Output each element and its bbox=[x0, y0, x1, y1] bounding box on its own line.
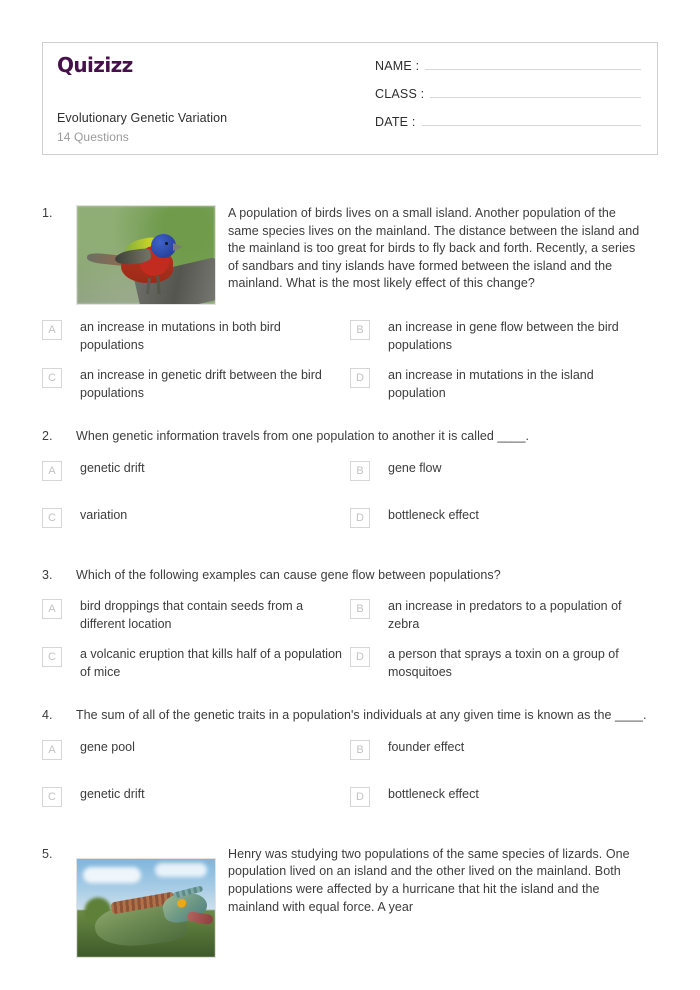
option-letter-a: A bbox=[42, 461, 62, 481]
option-4-d[interactable] bbox=[350, 786, 658, 820]
option-letter-d: D bbox=[350, 647, 370, 667]
name-field-row bbox=[375, 56, 641, 73]
question-item-5 bbox=[0, 846, 700, 958]
student-info-fields bbox=[355, 43, 657, 154]
question-3-text: Which of the following examples can cause gene flow between populations? bbox=[76, 567, 501, 582]
bird-beak bbox=[173, 243, 183, 251]
question-3-number: 3. bbox=[42, 567, 53, 582]
question-1-media bbox=[76, 205, 228, 305]
question-4-header bbox=[42, 707, 658, 725]
option-4-a[interactable] bbox=[42, 739, 350, 773]
option-2-d[interactable] bbox=[350, 507, 658, 541]
question-item-2 bbox=[0, 428, 700, 541]
question-4-number: 4. bbox=[42, 708, 53, 723]
bird-illustration bbox=[77, 206, 215, 304]
option-text-d: a person that sprays a toxin on a group of mosquitoes bbox=[388, 647, 619, 679]
question-4-text: The sum of all of the genetic traits in a population's individuals at any given time is known as the ____. bbox=[76, 708, 647, 723]
option-text-d: bottleneck effect bbox=[388, 786, 479, 801]
lizard-illustration bbox=[77, 859, 215, 957]
option-1-a[interactable] bbox=[42, 319, 350, 354]
option-text-a: an increase in mutations in both bird populations bbox=[80, 320, 281, 352]
question-1-options bbox=[42, 319, 658, 402]
option-letter-c: C bbox=[42, 508, 62, 528]
date-field-row bbox=[375, 112, 641, 129]
question-2-text: When genetic information travels from one population to another it is called ____. bbox=[76, 429, 529, 443]
question-count-label: 14 Questions bbox=[57, 130, 129, 144]
question-1-number: 1. bbox=[42, 206, 53, 220]
quizizz-logo: Quizizz bbox=[57, 53, 133, 77]
question-spacer bbox=[0, 402, 700, 428]
option-letter-a: A bbox=[42, 599, 62, 619]
option-letter-c: C bbox=[42, 368, 62, 388]
question-2-options bbox=[42, 460, 658, 541]
option-text-a: genetic drift bbox=[80, 460, 145, 475]
lizard-eye bbox=[177, 899, 187, 908]
option-2-a[interactable] bbox=[42, 460, 350, 494]
class-field-row bbox=[375, 84, 641, 101]
worksheet-header-card bbox=[42, 42, 658, 155]
option-4-c[interactable] bbox=[42, 786, 350, 820]
option-letter-b: B bbox=[350, 599, 370, 619]
option-2-b[interactable] bbox=[350, 460, 658, 494]
option-letter-b: B bbox=[350, 461, 370, 481]
option-3-c[interactable] bbox=[42, 646, 350, 681]
quiz-title: Evolutionary Genetic Variation bbox=[57, 111, 228, 125]
option-text-b: an increase in gene flow between the bird populations bbox=[388, 320, 619, 352]
option-letter-c: C bbox=[42, 787, 62, 807]
question-5-text: Henry was studying two populations of the same species of lizards. One population lived on an island and the other lived on the mainland. Both populations were affected by a hurricane that hit the island and the mainland with equal force. A year bbox=[228, 846, 630, 914]
option-text-c: genetic drift bbox=[80, 786, 145, 801]
option-text-a: gene pool bbox=[80, 739, 135, 754]
class-input-line[interactable] bbox=[430, 84, 641, 98]
question-2-header bbox=[42, 428, 658, 446]
option-text-a: bird droppings that contain seeds from a different location bbox=[80, 599, 304, 631]
option-letter-d: D bbox=[350, 368, 370, 388]
option-3-a[interactable] bbox=[42, 598, 350, 633]
questions-list bbox=[0, 205, 700, 958]
bird-eye bbox=[165, 242, 168, 245]
question-5-media bbox=[76, 846, 228, 958]
question-spacer bbox=[0, 541, 700, 567]
cloud-right bbox=[155, 863, 207, 877]
option-3-b[interactable] bbox=[350, 598, 658, 633]
option-letter-d: D bbox=[350, 787, 370, 807]
option-text-b: gene flow bbox=[388, 460, 442, 475]
cloud-left bbox=[83, 867, 141, 883]
option-4-b[interactable] bbox=[350, 739, 658, 773]
class-field-label: CLASS : bbox=[375, 87, 425, 101]
option-1-d[interactable] bbox=[350, 367, 658, 402]
question-4-options bbox=[42, 739, 658, 820]
question-item-1 bbox=[0, 205, 700, 402]
option-text-b: founder effect bbox=[388, 739, 465, 754]
date-input-line[interactable] bbox=[422, 112, 641, 126]
option-letter-b: B bbox=[350, 740, 370, 760]
option-letter-a: A bbox=[42, 320, 62, 340]
option-text-d: an increase in mutations in the island population bbox=[388, 368, 594, 400]
question-5-number: 5. bbox=[42, 846, 53, 861]
option-text-c: a volcanic eruption that kills half of a population of mice bbox=[80, 647, 342, 679]
date-field-label: DATE : bbox=[375, 115, 416, 129]
option-letter-a: A bbox=[42, 740, 62, 760]
question-item-4 bbox=[0, 707, 700, 820]
question-2-number: 2. bbox=[42, 429, 53, 443]
option-text-d: bottleneck effect bbox=[388, 507, 479, 522]
option-2-c[interactable] bbox=[42, 507, 350, 541]
name-field-label: NAME : bbox=[375, 59, 420, 73]
option-text-b: an increase in predators to a population of zebra bbox=[388, 599, 622, 631]
question-3-header bbox=[42, 567, 658, 585]
question-item-3 bbox=[0, 567, 700, 682]
option-letter-d: D bbox=[350, 508, 370, 528]
option-letter-b: B bbox=[350, 320, 370, 340]
header-left-section bbox=[43, 43, 355, 154]
question-spacer bbox=[0, 820, 700, 846]
option-1-b[interactable] bbox=[350, 319, 658, 354]
question-spacer bbox=[0, 681, 700, 707]
option-1-c[interactable] bbox=[42, 367, 350, 402]
question-5-header bbox=[42, 846, 658, 958]
name-input-line[interactable] bbox=[425, 56, 641, 70]
question-3-options bbox=[42, 598, 658, 681]
option-letter-c: C bbox=[42, 647, 62, 667]
option-text-c: an increase in genetic drift between the bird populations bbox=[80, 368, 322, 400]
option-text-c: variation bbox=[80, 507, 128, 522]
painted-bunting-bird-photo bbox=[76, 205, 216, 305]
option-3-d[interactable] bbox=[350, 646, 658, 681]
question-1-header bbox=[42, 205, 658, 305]
iguana-lizard-photo bbox=[76, 858, 216, 958]
question-1-text: A population of birds lives on a small island. Another population of the same species lives on the mainland. The distance between the island and the mainland is too great for birds to fly back and forth. Recently, a series of sandbars and tiny islands have formed between the island and the mainland. What is the most likely effect of this change? bbox=[228, 206, 640, 291]
